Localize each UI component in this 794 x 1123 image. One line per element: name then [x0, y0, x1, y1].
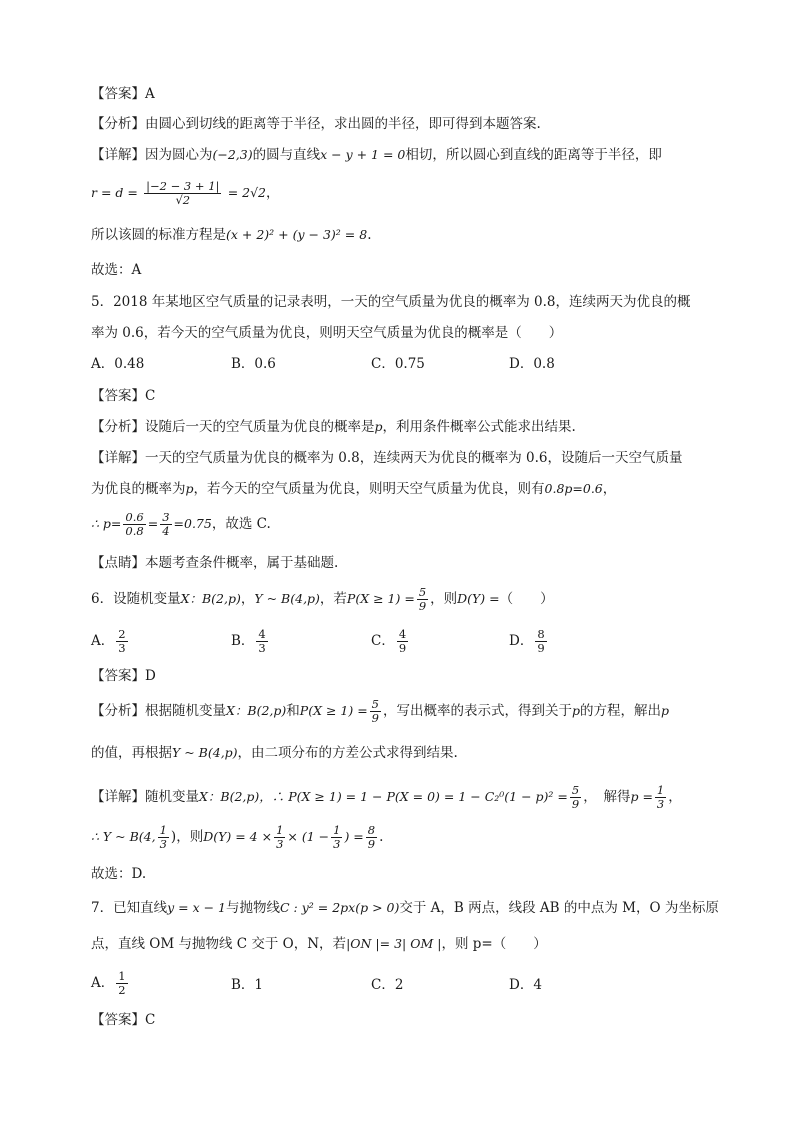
denominator: 3 — [656, 797, 665, 811]
option-d: D．0.8 — [509, 356, 555, 372]
option-c: C．0.75 — [371, 356, 425, 372]
math-y: ∴ Y ~ B(4, — [91, 829, 156, 844]
numerator: 4 — [258, 627, 266, 641]
denominator: 3 — [258, 641, 266, 655]
analysis-text: 的值，再根据 — [91, 745, 172, 761]
q7-stem-line2 — [91, 934, 734, 954]
denominator: 3 — [118, 641, 126, 655]
q7-options — [91, 966, 734, 1000]
math-std-eq: (x + 2)² + (y − 3)² = 8 — [226, 227, 368, 242]
q6-analysis-line1 — [91, 696, 734, 726]
detail-text: 为优良的概率为 — [91, 481, 186, 497]
q7-stem-line1 — [91, 898, 734, 918]
math-p: ∴ p= — [91, 516, 122, 531]
math-result: =0.75 — [173, 516, 212, 531]
fraction — [417, 586, 428, 613]
math-r-result: = 2√2 — [227, 185, 267, 200]
option-c — [371, 628, 410, 655]
stem-text: ，若 — [319, 591, 347, 607]
remark-tag: 【点睛】 — [91, 555, 145, 571]
punct: ， — [668, 789, 682, 805]
option-label: B． — [231, 633, 255, 649]
denominator: 9 — [418, 599, 427, 613]
math-expr: ) = — [344, 829, 364, 844]
punct: ， — [240, 591, 255, 607]
detail-text: 随机变量 — [145, 789, 199, 805]
q4-analysis — [91, 114, 734, 134]
q5-stem-line1: 5．2018 年某地区空气质量的记录表明，一天的空气质量为优良的概率为 0.8，连续两天为优良的概 — [91, 294, 691, 310]
denominator: 3 — [333, 837, 341, 851]
stem-text: （ ） — [499, 591, 554, 607]
math-var: D(Y) = 4 × — [203, 829, 273, 844]
fraction — [158, 824, 169, 851]
numerator: 1 — [656, 783, 665, 797]
numerator: 1 — [118, 969, 126, 983]
fraction — [116, 970, 127, 997]
detail-text: ，故选 C. — [211, 516, 271, 532]
answer-tag: 【答案】 — [91, 1012, 145, 1028]
q4-choose: 故选：A — [91, 262, 142, 278]
math-prob: P(X ≥ 1) = — [346, 591, 415, 606]
option-a — [91, 970, 130, 997]
numerator: 4 — [398, 627, 407, 641]
numerator: 5 — [418, 585, 427, 599]
math-p: p — [572, 703, 581, 718]
q7-answer — [91, 1010, 734, 1030]
fraction — [655, 784, 666, 811]
q4-radius-formula — [91, 178, 734, 208]
analysis-text: 设随后一天的空气质量为优良的概率是 — [145, 419, 375, 435]
answer-tag: 【答案】 — [91, 388, 145, 404]
math-line-eq: x − y + 1 = 0 — [320, 147, 406, 162]
math-p: p = — [630, 789, 653, 804]
stem-text: 点，直线 OM 与抛物线 C 交于 O，N，若 — [91, 936, 347, 952]
option-label: D． — [509, 633, 534, 649]
numerator: 1 — [159, 823, 167, 837]
q5-remark — [91, 553, 734, 573]
q4-conclusion — [91, 225, 734, 245]
q5-answer — [91, 386, 734, 406]
math-var: D(Y) = — [457, 591, 500, 606]
fraction — [116, 628, 127, 655]
math-x: X：B(2,p) — [226, 703, 287, 718]
math-p: p — [185, 481, 194, 496]
q4-answer — [91, 84, 734, 104]
q5-detail-line1 — [91, 448, 734, 468]
conclusion-text: 所以该圆的标准方程是 — [91, 227, 226, 243]
option-label: A． — [91, 975, 115, 991]
math-expr: × (1 − — [287, 829, 330, 844]
answer-value: A — [145, 86, 155, 102]
q4-detail — [91, 145, 734, 165]
analysis-text: 的方程，解出 — [580, 703, 662, 719]
numerator: 0.6 — [125, 510, 144, 524]
option-b: B．0.6 — [231, 356, 276, 372]
fraction — [397, 628, 408, 655]
fraction — [274, 824, 285, 851]
answer-value: D — [145, 668, 156, 684]
q5-analysis — [91, 417, 734, 437]
detail-text: 的圆与直线 — [252, 147, 321, 163]
math-y: Y ~ B(4,p) — [172, 745, 238, 760]
answer-tag: 【答案】 — [91, 86, 145, 102]
denominator: 3 — [276, 837, 284, 851]
stem-text: ，则 — [430, 591, 458, 607]
numerator: 1 — [276, 823, 284, 837]
q6-answer — [91, 666, 734, 686]
q6-choose: 故选：D. — [91, 866, 147, 882]
numerator: |−2 − 3 + 1| — [146, 179, 220, 193]
math-prob-expr: ，∴ P(X ≥ 1) = 1 − P(X = 0) = 1 − C₂⁰(1 − p)² = — [259, 789, 568, 804]
q6-detail-line2 — [91, 822, 734, 852]
analysis-text: 由圆心到切线的距离等于半径，求出圆的半径，即可得到本题答案. — [145, 116, 541, 132]
detail-text: 因为圆心为 — [145, 147, 213, 163]
detail-text: 相切，所以圆心到直线的距离等于半径，即 — [405, 147, 662, 163]
denominator: 2 — [118, 983, 126, 997]
math-x: X：B(2,p) — [199, 789, 260, 804]
q5-calc — [91, 509, 734, 539]
detail-text: )，则 — [170, 829, 204, 845]
math-center: (−2,3) — [212, 147, 253, 162]
option-a: A．0.48 — [91, 356, 145, 372]
q5-detail-line2 — [91, 479, 734, 499]
detail-text: ， 解得 — [583, 789, 631, 805]
denominator: 3 — [159, 837, 167, 851]
stem-text: 与抛物线 — [226, 900, 280, 916]
fraction — [256, 628, 267, 655]
option-b — [231, 628, 270, 655]
detail-tag: 【详解】 — [91, 789, 145, 805]
fraction — [370, 698, 381, 725]
stem-text: 交于 A，B 两点，线段 AB 的中点为 M，O 为坐标原 — [399, 900, 719, 916]
denominator: 9 — [367, 837, 376, 851]
denominator: 9 — [398, 641, 407, 655]
stem-text: 6．设随机变量 — [91, 591, 181, 607]
q6-detail-line1 — [91, 782, 734, 812]
q6-analysis-line2 — [91, 743, 734, 763]
detail-text: 一天的空气质量为优良的概率为 0.8，连续两天为优良的概率为 0.6，设随后一天空气质量 — [145, 450, 683, 466]
fraction — [160, 511, 171, 538]
fraction — [570, 784, 581, 811]
numerator: 1 — [333, 823, 341, 837]
q6-options — [91, 624, 734, 658]
denominator: 9 — [537, 641, 545, 655]
option-d: D．4 — [509, 977, 542, 993]
math-line: y = x − 1 — [167, 900, 226, 915]
fraction — [123, 511, 145, 538]
numerator: 2 — [118, 627, 126, 641]
denominator: 0.8 — [125, 524, 144, 538]
punct: . — [379, 829, 384, 845]
math-eq: = — [147, 516, 159, 531]
denominator: 9 — [371, 711, 379, 725]
math-p: p — [661, 703, 670, 718]
denominator: 4 — [162, 524, 170, 538]
option-c: C．2 — [371, 977, 404, 993]
stem-text: 7．已知直线 — [91, 900, 168, 916]
math-condition: |ON |= 3| OM | — [346, 936, 442, 951]
analysis-tag: 【分析】 — [91, 116, 145, 132]
q5-stem-line2: 率为 0.6，若今天的空气质量为优良，则明天空气质量为优良的概率是（ ） — [91, 325, 563, 341]
analysis-text: 和 — [286, 703, 300, 719]
numerator: 8 — [367, 823, 376, 837]
fraction — [331, 824, 342, 851]
denominator: 9 — [571, 797, 580, 811]
answer-value: C — [145, 388, 156, 404]
option-label: A． — [91, 633, 115, 649]
analysis-text: ，由二项分布的方差公式求得到结果. — [237, 745, 458, 761]
detail-tag: 【详解】 — [91, 450, 145, 466]
punct: . — [367, 227, 372, 243]
q6-stem — [91, 584, 734, 614]
option-d — [509, 628, 549, 655]
numerator: 8 — [537, 627, 545, 641]
analysis-text: ，写出概率的表示式，得到关于 — [383, 703, 572, 719]
option-label: C． — [371, 633, 395, 649]
answer-tag: 【答案】 — [91, 668, 145, 684]
remark-text: 本题考查条件概率，属于基础题. — [145, 555, 339, 571]
denominator: √2 — [175, 193, 191, 207]
punct: ， — [602, 481, 617, 497]
analysis-tag: 【分析】 — [91, 703, 145, 719]
math-x: X：B(2,p) — [180, 591, 241, 606]
numerator: 5 — [571, 783, 580, 797]
math-r: r = d = — [91, 185, 138, 200]
fraction — [144, 180, 221, 207]
stem-text: ，则 p=（ ） — [441, 936, 547, 952]
detail-tag: 【详解】 — [91, 147, 145, 163]
analysis-text: ，利用条件概率公式能求出结果. — [382, 419, 576, 435]
analysis-text: 根据随机变量 — [145, 703, 226, 719]
detail-text: ，若今天的空气质量为优良，则明天空气质量为优良，则有 — [193, 481, 545, 497]
math-p: p — [374, 419, 383, 434]
math-eq: 0.8p=0.6 — [544, 481, 603, 496]
numerator: 3 — [162, 510, 170, 524]
analysis-tag: 【分析】 — [91, 419, 145, 435]
math-prob: P(X ≥ 1) = — [299, 703, 368, 718]
option-b: B．1 — [231, 977, 264, 993]
fraction — [366, 824, 377, 851]
math-parabola: C : y² = 2px(p > 0) — [280, 900, 400, 915]
option-a — [91, 628, 130, 655]
punct: ， — [266, 185, 280, 201]
numerator: 5 — [371, 697, 379, 711]
math-y: Y ~ B(4,p) — [254, 591, 320, 606]
fraction — [535, 628, 546, 655]
answer-value: C — [145, 1012, 156, 1028]
